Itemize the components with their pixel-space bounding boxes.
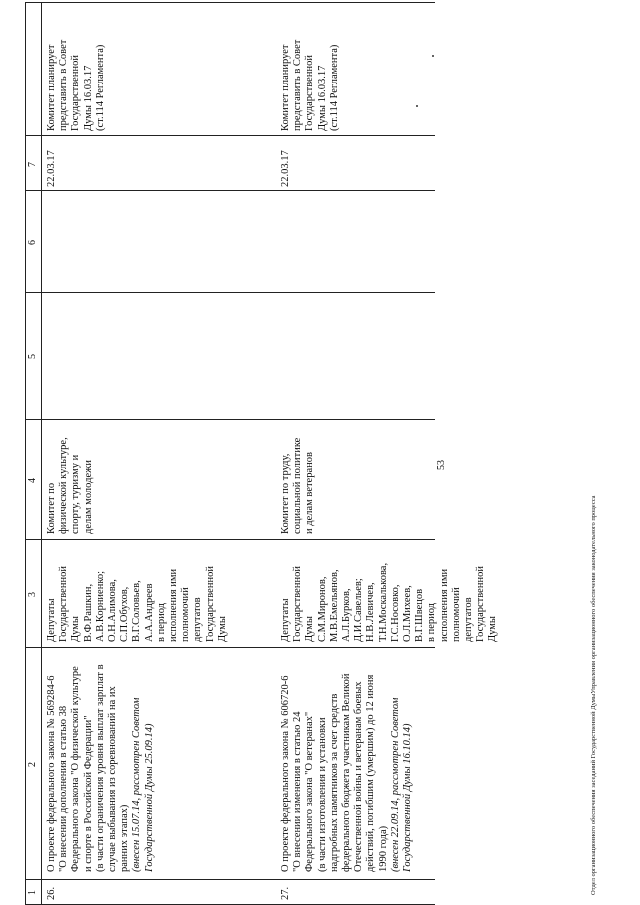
row-number: 27. xyxy=(280,886,291,900)
column-number: 3 xyxy=(27,592,38,597)
text-line: "О внесении дополнения в статью 38 xyxy=(58,705,70,872)
text-line: надгробных памятников за счет средств xyxy=(328,693,340,872)
text-line: физической культуре, xyxy=(58,437,70,534)
bill-title xyxy=(46,650,156,872)
text-line: Т.Н.Москалькова, xyxy=(377,562,389,642)
text-line: А.А.Андреев xyxy=(143,583,155,642)
text-line: представить в Совет xyxy=(292,39,304,131)
text-line: (в части ограничения уровня выплат зарплат в xyxy=(94,664,106,872)
document-footer xyxy=(590,495,598,895)
column-divider xyxy=(25,539,435,540)
text-line: Федерального закона "О ветеранах" xyxy=(304,711,316,872)
text-line: Думы xyxy=(487,616,499,642)
committee-note xyxy=(46,40,107,131)
bill-authors xyxy=(280,563,500,642)
text-line: делам молодежи xyxy=(82,460,94,534)
text-line: О проекте федерального закона № 606720-6 xyxy=(280,675,291,872)
bill-title xyxy=(280,650,414,872)
text-line: Комитет планирует xyxy=(46,44,57,131)
text-line: Д.И.Савельев; xyxy=(353,578,365,642)
column-divider xyxy=(25,190,435,191)
title-lines xyxy=(46,650,131,872)
text-line: Государственной xyxy=(58,566,70,642)
text-line: в период xyxy=(155,602,167,642)
text-line: депутатов xyxy=(463,597,475,642)
column-number: 7 xyxy=(27,162,38,167)
text-line: В.Г.Соловьев, xyxy=(131,580,143,642)
text-line: Федерального закона "О физической культуре xyxy=(70,666,82,872)
committee-note xyxy=(280,40,341,131)
text-line: (внесен 22.09.14, рассмотрен Советом xyxy=(389,697,401,872)
text-line: случае выбывания из соревнований на их xyxy=(107,686,119,872)
text-line: Государственной xyxy=(304,55,316,131)
column-divider xyxy=(25,135,435,136)
text-line: представить в Совет xyxy=(58,39,70,131)
text-line: (внесен 15.07.14, рассмотрен Советом xyxy=(131,697,143,872)
text-line: действий, погибшим (умершим) до 12 июня xyxy=(365,674,377,872)
date: 22.03.17 xyxy=(280,150,291,187)
text-line: полномочий xyxy=(180,587,192,642)
text-line: Комитет по труду, xyxy=(280,453,291,534)
text-line: В.Г.Швецов xyxy=(414,588,426,642)
text-line: В.Ф.Рашкин, xyxy=(82,583,94,642)
text-line: 1990 года) xyxy=(377,825,389,872)
text-line: Государственной xyxy=(292,566,304,642)
text-line: в период xyxy=(426,602,438,642)
column-divider xyxy=(25,419,435,420)
text-line: и спорте в Российской Федерации" xyxy=(82,715,94,872)
page-number: 53 xyxy=(436,460,447,470)
text-line: Н.В.Левичев, xyxy=(365,582,377,642)
text-line: Думы 16.03.17 xyxy=(316,65,328,131)
text-line: Комитет планирует xyxy=(280,44,291,131)
responsible-committee xyxy=(46,437,95,534)
date: 22.03.17 xyxy=(46,150,57,187)
column-divider xyxy=(25,292,435,293)
row-number: 26. xyxy=(46,886,57,900)
column-number: 5 xyxy=(27,354,38,359)
text-line: Г.С.Носовко, xyxy=(389,584,401,642)
scan-speck xyxy=(432,55,434,57)
text-line: исполнения ими xyxy=(168,568,180,642)
text-line: Государственной Думы 25.09.14) xyxy=(143,723,155,872)
text-line: (в части изготовления и установки xyxy=(316,717,328,872)
text-line: Комитет по xyxy=(46,482,57,534)
text-line: М.В.Емельянов, xyxy=(328,569,340,642)
text-line: спорту, туризму и xyxy=(70,454,82,534)
text-line: "О внесении изменения в статью 24 xyxy=(292,711,304,872)
text-line: Отдел организационного обеспечения заседаний Государственной Думы xyxy=(590,693,597,895)
text-line: Государственной xyxy=(475,566,487,642)
bill-submission-note xyxy=(131,650,155,872)
column-divider xyxy=(25,647,435,648)
text-line: А.Л.Бурков, xyxy=(341,588,353,642)
scan-speck xyxy=(416,105,418,107)
text-line: Государственной Думы 16.10.14) xyxy=(402,723,414,872)
text-line: федерального бюджета участникам Великой xyxy=(341,673,353,872)
table-border xyxy=(25,2,435,3)
text-line: и делам ветеранов xyxy=(304,452,316,534)
text-line: ранних этапах) xyxy=(119,804,131,872)
table-border xyxy=(25,2,26,905)
text-line: Отечественной войны и ветеранам боевых xyxy=(353,681,365,872)
text-line: Государственной xyxy=(204,566,216,642)
text-line: Думы xyxy=(304,616,316,642)
text-line: Депутаты xyxy=(280,598,291,642)
text-line: Управления организационного обеспечения законодательного процесса xyxy=(590,495,597,694)
text-line: депутатов xyxy=(192,597,204,642)
responsible-committee xyxy=(280,438,317,534)
text-line: Депутаты xyxy=(46,598,57,642)
text-line: О.Н.Алимова, xyxy=(107,579,119,642)
text-line: О.Л.Михеев, xyxy=(402,585,414,642)
text-line: Думы xyxy=(70,616,82,642)
text-line: социальной политике xyxy=(292,437,304,534)
column-number: 1 xyxy=(27,890,38,895)
column-number: 4 xyxy=(27,478,38,483)
bill-authors xyxy=(46,566,229,642)
text-line: (ст.114 Регламента) xyxy=(328,44,340,131)
text-line: А.В.Корниенко; xyxy=(94,570,106,642)
title-lines xyxy=(280,650,390,872)
header-divider xyxy=(41,2,42,905)
text-line: Думы xyxy=(216,616,228,642)
text-line: Думы 16.03.17 xyxy=(82,65,94,131)
text-line: исполнения ими xyxy=(438,568,450,642)
text-line: С.М.Миронов, xyxy=(316,576,328,642)
column-divider xyxy=(25,879,435,880)
text-line: Государственной xyxy=(70,55,82,131)
column-number: 2 xyxy=(27,762,38,767)
text-line: полномочий xyxy=(450,587,462,642)
text-line: С.П.Обухов, xyxy=(119,586,131,642)
bill-submission-note xyxy=(390,650,414,872)
column-number: 6 xyxy=(27,240,38,245)
text-line: (ст.114 Регламента) xyxy=(94,44,106,131)
text-line: О проекте федерального закона № 569284-6 xyxy=(46,675,57,872)
